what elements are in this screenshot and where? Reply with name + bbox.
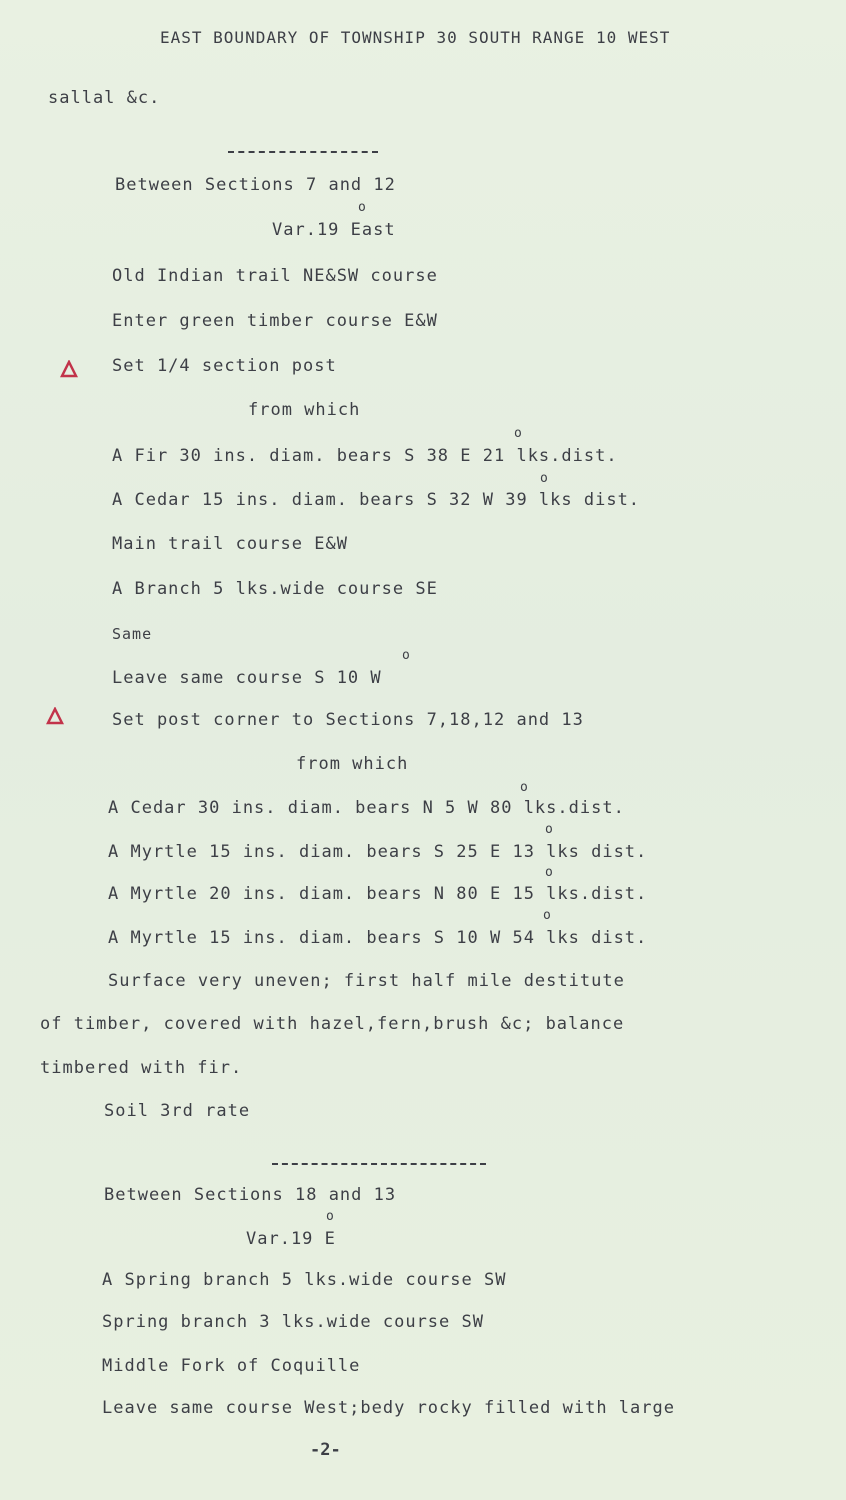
degree-mark: o [514,426,522,441]
degree-mark: o [358,200,366,215]
field-note-line: A Myrtle 15 ins. diam. bears S 25 E 13 lks dist. [108,842,648,862]
degree-mark: o [402,648,410,663]
field-note-line: A Myrtle 20 ins. diam. bears N 80 E 15 lks.dist. [108,884,648,904]
intro-text: sallal &c. [48,88,161,108]
triangle-marker-icon [60,360,78,378]
field-note-line: A Myrtle 15 ins. diam. bears S 10 W 54 lks dist. [108,928,648,948]
degree-mark: o [326,1209,334,1224]
page-number: -2- [310,1440,341,1460]
field-note-line: A Fir 30 ins. diam. bears S 38 E 21 lks.dist. [112,446,618,466]
degree-mark: o [545,822,553,837]
field-note-line: Same [112,625,153,643]
variation-line: Var.19 E [246,1229,336,1249]
degree-mark: o [545,865,553,880]
field-note-line: from which [248,400,361,420]
section-heading: Between Sections 7 and 12 [115,175,396,195]
field-note-line: Enter green timber course E&W [112,311,438,331]
field-note-line: Leave same course West;bedy rocky filled with large [102,1398,675,1418]
field-note-line: A Cedar 30 ins. diam. bears N 5 W 80 lks.dist. [108,798,625,818]
field-note-line: A Cedar 15 ins. diam. bears S 32 W 39 lks dist. [112,490,641,510]
section-divider [228,151,378,153]
field-note-line: Soil 3rd rate [104,1101,251,1121]
field-note-line: of timber, covered with hazel,fern,brush &c; balance [40,1014,625,1034]
degree-mark: o [543,908,551,923]
field-note-line: Set 1/4 section post [112,356,337,376]
field-note-line: Old Indian trail NE&SW course [112,266,438,286]
field-note-line: A Spring branch 5 lks.wide course SW [102,1270,507,1290]
field-note-line: Main trail course E&W [112,534,348,554]
variation-line: Var.19 East [272,220,396,240]
page-header: EAST BOUNDARY OF TOWNSHIP 30 SOUTH RANGE 10 WEST [160,28,671,47]
field-note-line: A Branch 5 lks.wide course SE [112,579,438,599]
field-note-line: Set post corner to Sections 7,18,12 and 13 [112,710,584,730]
section-divider [272,1163,486,1165]
field-note-line: Spring branch 3 lks.wide course SW [102,1312,484,1332]
field-note-line: Leave same course S 10 W [112,668,382,688]
degree-mark: o [520,780,528,795]
field-note-line: Middle Fork of Coquille [102,1356,361,1376]
triangle-marker-icon [46,707,64,725]
field-note-line: timbered with fir. [40,1058,243,1078]
field-note-line: from which [296,754,409,774]
field-note-line: Surface very uneven; first half mile destitute [108,971,625,991]
degree-mark: o [540,471,548,486]
section-heading: Between Sections 18 and 13 [104,1185,397,1205]
